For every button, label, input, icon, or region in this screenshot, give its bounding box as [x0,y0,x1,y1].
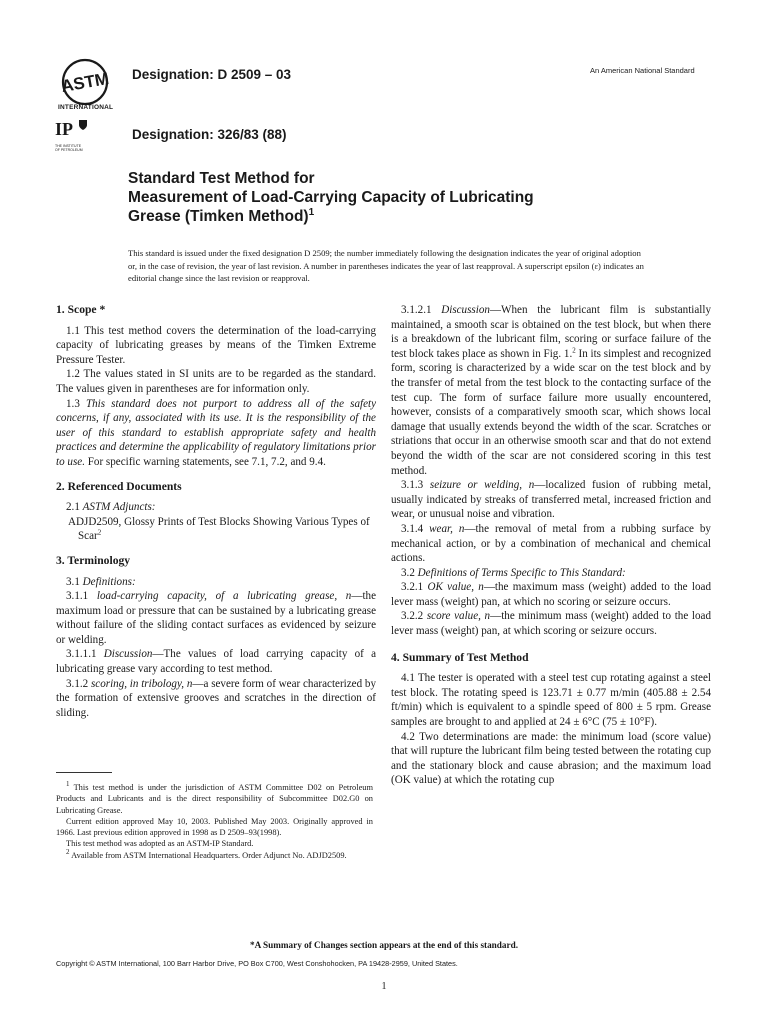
ip-subtitle: THE INSTITUTE OF PETROLEUM [55,144,83,152]
paragraph-3-1-3 [391,478,711,522]
footnote-mark: 2 [572,346,576,355]
footnote-text: Available from ASTM International Headquarters. Order Adjunct No. ADJD2509. [71,850,347,860]
term: scoring, in tribology, n [90,677,193,690]
title-line-1: Standard Test Method for [128,170,315,187]
term: score value, n [426,610,491,623]
para-num: 3.1.2 [66,677,91,690]
para-italic: Definitions: [82,575,136,588]
footnotes [56,782,373,861]
footnote-mark: 2 [97,528,102,537]
para-num: 3.1.4 [401,522,430,535]
para-text: In its simplest and recognized form, scoring is characterized by a wide scar on the test block and by the transfer of metal from the test block to the contacting surface of the test cup. The form of surface failure more usually encountered, however, consists of a comparatively smooth scar, which shows local damage that usually extends beyond the width of the scar. Scratches or striations that occur in an otherwise smooth scar and that do not extend beyond the width of the scar are not considered scoring in this test method. [391,347,711,477]
footnote-text: This test method is under the jurisdiction of ASTM Committee D02 on Petroleum Products and Lubricants and is the direct responsibility of Subcommittee D02.G0 on Lubricating Grease. [56,783,373,815]
footnote-1-ip: This test method was adopted as an ASTM-IP Standard. [66,839,254,849]
ip-logo [55,119,88,140]
footnote-mark: 1 [66,780,70,789]
title-line-2: Measurement of Load-Carrying Capacity of Lubricating [128,189,534,206]
adjunct-item [56,515,376,544]
term: load-carrying capacity, of a lubricating grease, n [96,590,352,603]
section-heading-referenced-documents: 2. Referenced Documents [56,479,182,493]
paragraph-1-1: 1.1 This test method covers the determination of the load-carrying capacity of lubricating greases by means of the Timken Extreme Pressure Tester. [56,324,376,366]
footnote-mark: 2 [66,847,70,856]
para-num: 3.1.1.1 [66,648,104,661]
copyright-line: Copyright © ASTM International, 100 Barr Harbor Drive, PO Box C700, West Conshohocken, PA 19428-2959, United States. [56,959,458,968]
para-num: 3.1.1 [66,590,97,603]
term: seizure or welding, n [429,479,535,492]
definition: —a severe form of wear characterized by the formation of extensive grooves and scratches in the direction of sliding. [56,677,376,719]
footnote-2 [56,847,373,861]
para-num: 3.1.3 [401,479,430,492]
paragraph-1-3 [56,397,376,470]
logo-subtitle: INTERNATIONAL [58,104,114,111]
definition: —the removal of metal from a rubbing surface by mechanical action, or by a combination of mechanical and chemical actions. [391,522,711,565]
para-italic: Discussion [441,304,490,316]
paragraph-4-2: 4.2 Two determinations are made: the minimum load (score value) that will rupture the lubricant film being tested between the rotating cup and the stationary block and cause abrasion; and the maximum load (OK value) at which the rotating cup [391,730,711,787]
para-italic: Discussion [103,648,153,661]
para-italic: Definitions of Terms Specific to This Standard: [417,566,626,579]
paragraph-3-1-4 [391,522,711,566]
para-num: 3.2.1 [401,581,428,594]
paragraph-2-1 [56,500,376,515]
para-num: 3.1 [66,575,83,588]
shield-icon [78,119,88,131]
right-column [391,303,711,788]
footnote-divider [56,772,112,773]
title-line-3 [128,207,688,226]
para-num: 3.2 [401,566,418,579]
section-heading-terminology: 3. Terminology [56,553,131,567]
term: OK value, n [427,581,484,594]
definition: —the maximum mass (weight) added to the load lever mass (weight) pan, at which no scoring or seizure occurs. [391,581,711,608]
page-number: 1 [381,981,387,992]
standard-notice: This standard is issued under the fixed designation D 2509; the number immediately following the designation indicates the year of original adoption or, in the case of revision, the year of last revision. A number in parentheses indicates the year of last reapproval. A superscript epsilon (ε) indicates an editorial change since the last revision or reapproval. [128,248,644,283]
paragraph-3-2-1 [391,580,711,609]
paragraph-3-1-1-1 [56,647,376,676]
definition: —the maximum load or pressure that can be sustained by a lubricating grease without failure of the sliding contact surfaces as evidenced by seizure or welding. [56,590,377,646]
para-num: 3.1.2.1 [401,304,442,316]
safety-statement: This standard does not purport to address all of the safety concerns, if any, associated with its use. It is the responsibility of the user of this standard to establish appropriate safety and health practices and determine the applicability of regulatory limitations prior to use. [56,397,377,468]
paragraph-3-1-2-1 [391,303,711,478]
summary-of-changes-note: *A Summary of Changes section appears at the end of this standard. [250,940,518,950]
paragraph-4-1: 4.1 The tester is operated with a steel test cup rotating against a steel test block. The rotating speed is 123.71 ± 0.77 m/min (405.88 ± 2.54 ft/min) which is equivalent to a spindle speed of 800 ± 5 rpm. Grease samples are brought to and applied at 24 ± 6°C (75 ± 10°F). [391,672,711,729]
para-text: For specific warning statements, see 7.1, 7.2, and 9.4. [84,455,326,468]
document-title [128,169,688,226]
footnote-1 [56,782,373,816]
paragraph-1-2: 1.2 The values stated in SI units are to be regarded as the standard. The values given in parentheses are for information only. [56,368,376,395]
definition: —localized fusion of rubbing metal, usually indicated by streaks of transferred metal, increased friction and wear, or unusual noise and vibration. [391,479,711,521]
para-num: 3.2.2 [401,610,427,623]
title-footnote-mark: 1 [308,206,315,218]
para-text: —The values of load carrying capacity of a lubricating grease vary according to test method. [56,648,376,676]
adjunct-text: ADJD2509, Glossy Prints of Test Blocks Showing Various Types of Scar [68,515,370,543]
para-num: 2.1 [66,501,83,514]
designation-ip: Designation: 326/83 (88) [132,127,287,142]
para-num: 1.3 [66,397,86,410]
national-standard-label: An American National Standard [590,66,695,75]
paragraph-3-1-2 [56,677,376,721]
definition: —the minimum mass (weight) added to the load lever mass (weight) pan, at which scoring or seizure occurs. [391,610,711,638]
designation-astm: Designation: D 2509 – 03 [132,67,292,82]
section-heading-scope: 1. Scope * [56,303,106,316]
paragraph-3-1 [56,575,376,590]
title-line-3-text: Grease (Timken Method) [128,208,309,225]
footnote-1-current: Current edition approved May 10, 2003. Published May 2003. Originally approved in 1966. Last previous edition approved in 1998 as D 2509–93(1998). [56,816,373,838]
term: wear, n [429,522,465,535]
paragraph-3-1-1 [56,589,376,647]
logo-text: ASTM [59,68,111,97]
paragraph-3-2 [391,566,711,581]
ip-logo-text: IP [55,119,73,139]
para-italic: ASTM Adjuncts: [82,501,156,514]
para-text: —When the lubricant film is substantially maintained, a smooth scar is obtained on the test block, but when there is a breakdown of the lubricant film, scoring or surface failure of the test block takes place as shown in Fig. 1. [391,304,711,360]
section-heading-summary: 4. Summary of Test Method [391,650,529,664]
paragraph-3-2-2 [391,609,711,638]
left-column [56,303,376,720]
